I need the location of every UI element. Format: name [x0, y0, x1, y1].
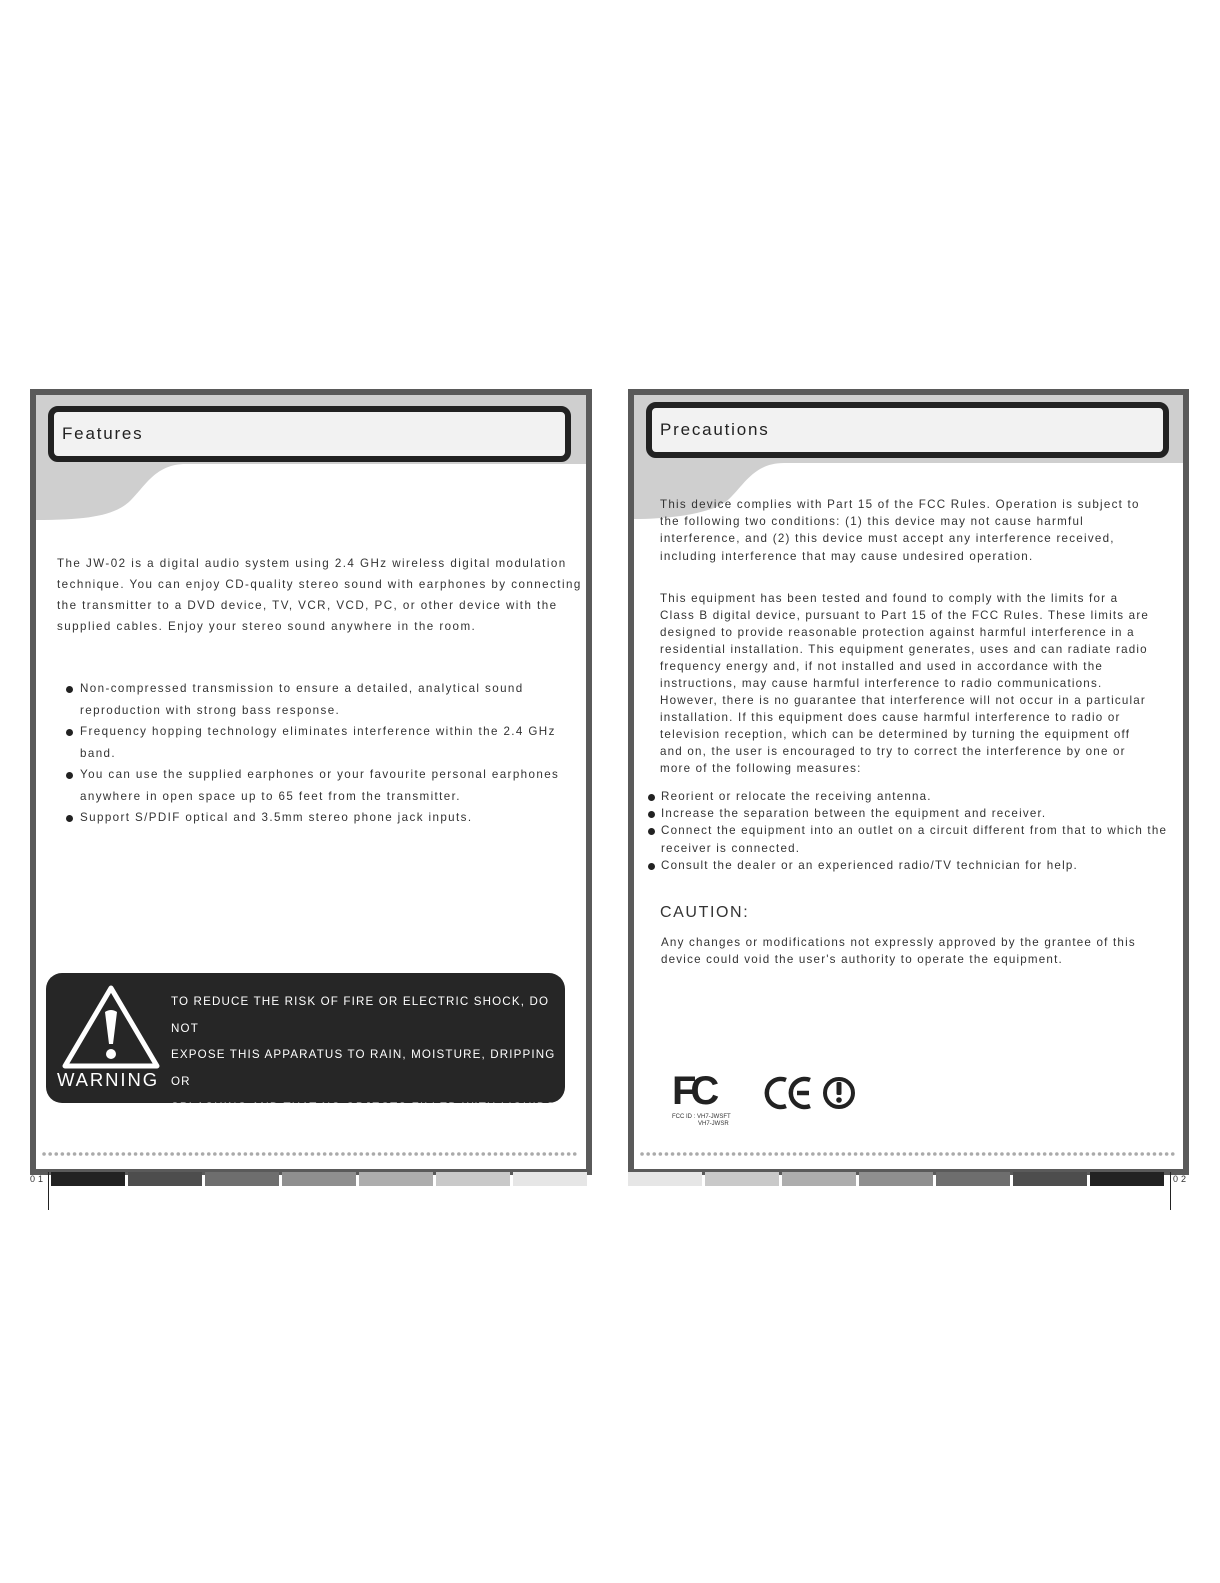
list-item: Frequency hopping technology eliminates interference within the 2.4 GHz band.: [66, 721, 566, 764]
left-tick-line: [48, 1172, 49, 1210]
features-title: [48, 406, 571, 462]
strip-segment: [128, 1172, 202, 1186]
page-number-left: 01: [30, 1174, 47, 1184]
strip-segment: [859, 1172, 933, 1186]
ce-mark-icon: [767, 1079, 810, 1107]
right-page: [628, 389, 1189, 1175]
dotted-divider: [42, 1151, 582, 1157]
svg-text:FC: FC: [672, 1069, 714, 1113]
certification-logos: [672, 1068, 872, 1128]
list-item: Support S/PDIF optical and 3.5mm stereo phone jack inputs.: [66, 807, 566, 829]
features-title-text: Features: [62, 424, 144, 443]
warning-box: [46, 973, 565, 1141]
left-page: [30, 389, 592, 1175]
strip-segment: [628, 1172, 702, 1186]
class-b-paragraph: This equipment has been tested and found to comply with the limits for a Class B digital device, pursuant to Part 15 of the FCC Rules. These limits are designed to provide reasonable protection against harmful interference in a residential installation. This equipment generates, uses and can radiate radio frequency energy and, if not installed and used in accordance with the instructions, may cause harmful interference to radio communications. However, there is no guarantee that interference will not occur in a particular installation. If this equipment does cause harmful interference to radio or television reception, which can be determined by turning the equipment off and on, the user is encouraged to try to correct the interference by one or more of the following measures:: [660, 592, 1150, 776]
warning-triangle-icon: [61, 984, 161, 1070]
strip-segment: [513, 1172, 587, 1186]
fcc-logo-icon: [672, 1069, 731, 1127]
strip-segment: [1090, 1172, 1164, 1186]
strip-segment: [1013, 1172, 1087, 1186]
svg-text:VH7-JWSR: VH7-JWSR: [698, 1121, 729, 1127]
bullet-icon: [648, 794, 655, 801]
list-item: Increase the separation between the equipment and receiver.: [648, 805, 1178, 822]
alert-circle-icon: [825, 1079, 853, 1107]
strip-segment: [282, 1172, 356, 1186]
precautions-title: [646, 402, 1169, 458]
strip-segment: [936, 1172, 1010, 1186]
strip-segment: [205, 1172, 279, 1186]
strip-segment: [51, 1172, 125, 1186]
fcc-compliance-paragraph: This device complies with Part 15 of the FCC Rules. Operation is subject to the following two conditions: (1) this device may not cause harmful interference, and (2) this device must accept any interference received, including interference that may cause undesired operation.: [660, 498, 1140, 563]
list-item: Reorient or relocate the receiving antenna.: [648, 788, 1178, 805]
caution-heading: CAUTION:: [660, 904, 750, 921]
bullet-icon: [66, 686, 73, 693]
precautions-title-text: Precautions: [660, 420, 770, 439]
strip-segment: [705, 1172, 779, 1186]
warning-label: WARNING: [57, 1069, 160, 1090]
bullet-icon: [648, 811, 655, 818]
caution-paragraph: Any changes or modifications not expressly approved by the grantee of this device could void the user's authority to operate the equipment.: [661, 936, 1136, 967]
bullet-icon: [648, 828, 655, 835]
strip-segment: [359, 1172, 433, 1186]
bullet-icon: [66, 729, 73, 736]
dotted-divider: [640, 1151, 1180, 1157]
warning-text: TO REDUCE THE RISK OF FIRE OR ELECTRIC SHOCK, DO NOT EXPOSE THIS APPARATUS TO RAIN, MOISTURE, DRIPPING OR SPLASHING AND THAT NO OBJECTS FILLED WITH LIQUIDS, SUCH AS VASES, SHALL BE PLACED ON THE APPARATUS: [171, 995, 560, 1141]
list-item: Connect the equipment into an outlet on a circuit different from that to which the receiver is connected.: [648, 822, 1178, 856]
bullet-icon: [66, 815, 73, 822]
list-item: Consult the dealer or an experienced radio/TV technician for help.: [648, 857, 1178, 874]
measures-list: [648, 788, 1178, 874]
features-list: [66, 678, 566, 829]
bullet-icon: [648, 863, 655, 870]
list-item: You can use the supplied earphones or your favourite personal earphones anywhere in open space up to 65 feet from the transmitter.: [66, 764, 566, 807]
right-tick-line: [1170, 1172, 1171, 1210]
strip-segment: [436, 1172, 510, 1186]
strip-segment: [782, 1172, 856, 1186]
svg-text:FCC ID : VH7-JWSFT: FCC ID : VH7-JWSFT: [672, 1114, 731, 1120]
bullet-icon: [66, 772, 73, 779]
list-item: Non-compressed transmission to ensure a detailed, analytical sound reproduction with strong bass response.: [66, 678, 566, 721]
page-number-right: 02: [1173, 1174, 1190, 1184]
intro-paragraph: The JW-02 is a digital audio system using 2.4 GHz wireless digital modulation technique. You can enjoy CD-quality stereo sound with earphones by connecting the transmitter to a DVD device, TV, VCR, VCD, PC, or other device with the supplied cables. Enjoy your stereo sound anywhere in the room.: [57, 557, 582, 633]
